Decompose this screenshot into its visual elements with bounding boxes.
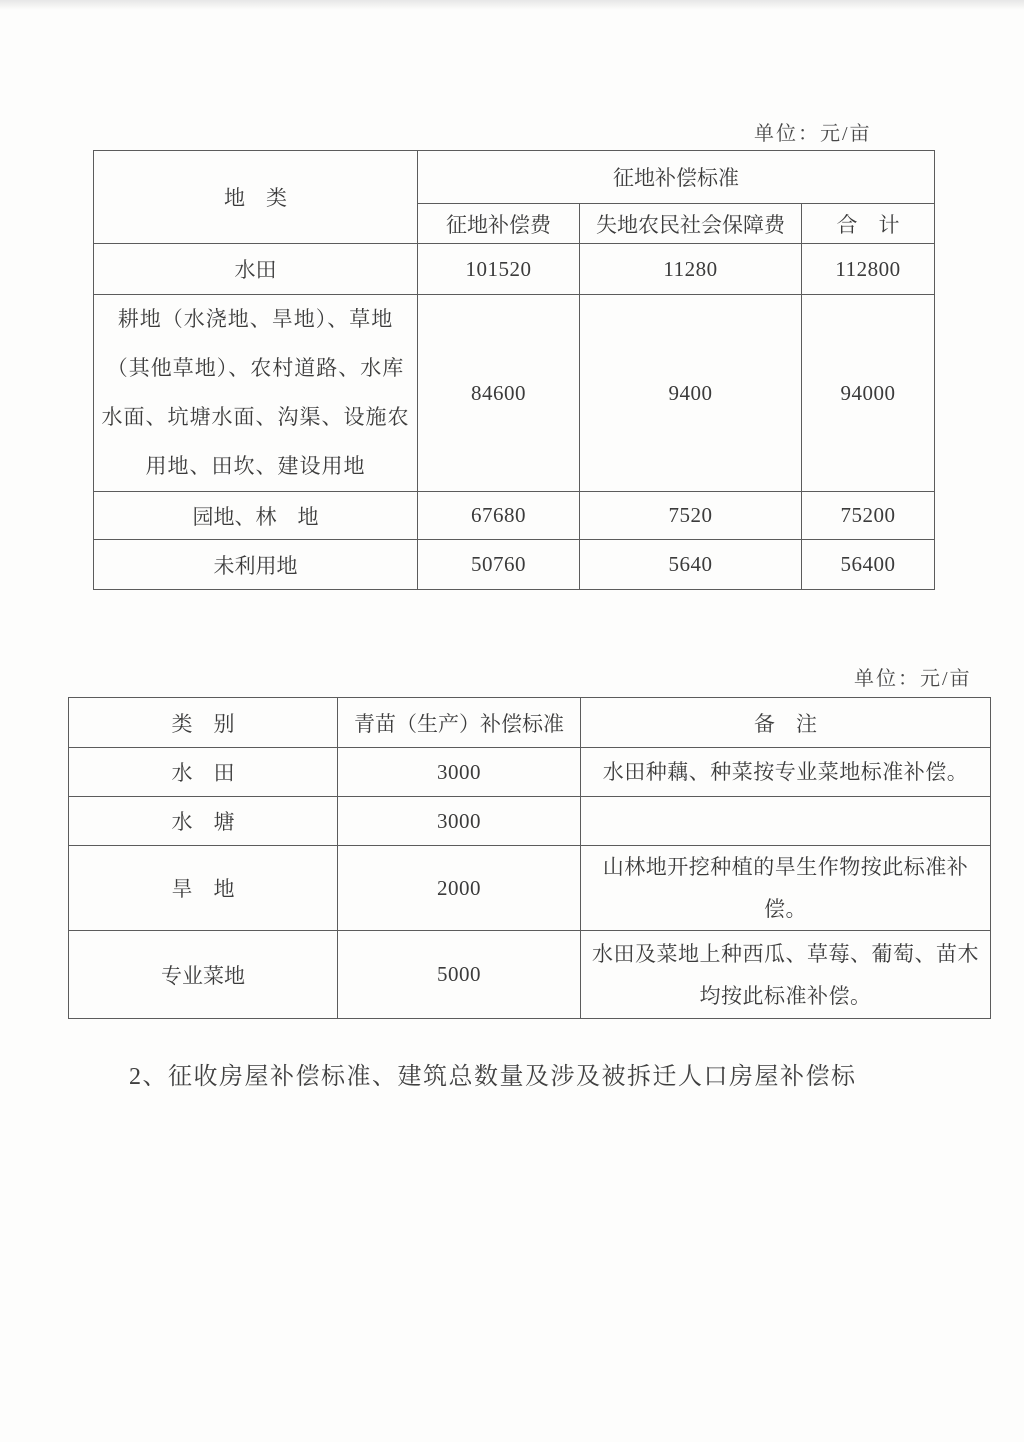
table-row [69, 797, 991, 846]
table2-row1-standard: 3000 [338, 748, 581, 797]
table2-row1-remark: 水田种藕、种菜按专业菜地标准补偿。 [581, 748, 991, 797]
scan-artifact-top-edge [0, 0, 1024, 10]
table-row [69, 846, 991, 931]
table1-header-land-type: 地 类 [94, 151, 418, 244]
table1-row4-social: 5640 [580, 540, 802, 590]
table-row [94, 244, 935, 295]
table-row [69, 748, 991, 797]
table-row [69, 931, 991, 1019]
table2-row4-standard: 5000 [338, 931, 581, 1019]
table1-row3-land-type: 园地、林 地 [94, 492, 418, 540]
table2-row2-category: 水 塘 [69, 797, 338, 846]
unit-label-table2: 单位：元/亩 [854, 668, 972, 690]
table2-row3-remark: 山林地开挖种植的旱生作物按此标准补偿。 [581, 846, 991, 931]
crop-compensation-table [68, 697, 991, 1019]
table2-header-remark: 备 注 [581, 698, 991, 748]
section-2-heading: 2、征收房屋补偿标准、建筑总数量及涉及被拆迁人口房屋补偿标 [129, 1064, 857, 1090]
table1-row3-total: 75200 [802, 492, 935, 540]
table1-row3-fee: 67680 [418, 492, 580, 540]
table1-row1-social: 11280 [580, 244, 802, 295]
table1-row1-fee: 101520 [418, 244, 580, 295]
table1-header-total: 合 计 [802, 204, 935, 244]
table2-row1-category: 水 田 [69, 748, 338, 797]
table2-row2-remark [581, 797, 991, 846]
table2-row2-standard: 3000 [338, 797, 581, 846]
unit-label-table1: 单位：元/亩 [754, 123, 872, 145]
table1-row2-social: 9400 [580, 295, 802, 492]
table1-row2-fee: 84600 [418, 295, 580, 492]
table-row [94, 492, 935, 540]
table2-header-category: 类 别 [69, 698, 338, 748]
table1-row4-total: 56400 [802, 540, 935, 590]
table2-row3-standard: 2000 [338, 846, 581, 931]
table1-row1-land-type: 水田 [94, 244, 418, 295]
table-row [94, 540, 935, 590]
table2-header-standard: 青苗（生产）补偿标准 [338, 698, 581, 748]
table2-row3-category: 旱 地 [69, 846, 338, 931]
table1-row2-total: 94000 [802, 295, 935, 492]
table2-row4-remark: 水田及菜地上种西瓜、草莓、葡萄、苗木均按此标准补偿。 [581, 931, 991, 1019]
table2-row4-category: 专业菜地 [69, 931, 338, 1019]
land-compensation-table [93, 150, 935, 590]
table1-header-social: 失地农民社会保障费 [580, 204, 802, 244]
table1-header-group: 征地补偿标准 [418, 151, 935, 204]
table1-row4-land-type: 未利用地 [94, 540, 418, 590]
table1-row3-social: 7520 [580, 492, 802, 540]
table1-row2-land-type: 耕地（水浇地、旱地）、草地（其他草地）、农村道路、水库水面、坑塘水面、沟渠、设施农用地、田坎、建设用地 [94, 295, 418, 492]
table1-header-fee: 征地补偿费 [418, 204, 580, 244]
table1-row4-fee: 50760 [418, 540, 580, 590]
table1-row1-total: 112800 [802, 244, 935, 295]
table-row [94, 295, 935, 492]
